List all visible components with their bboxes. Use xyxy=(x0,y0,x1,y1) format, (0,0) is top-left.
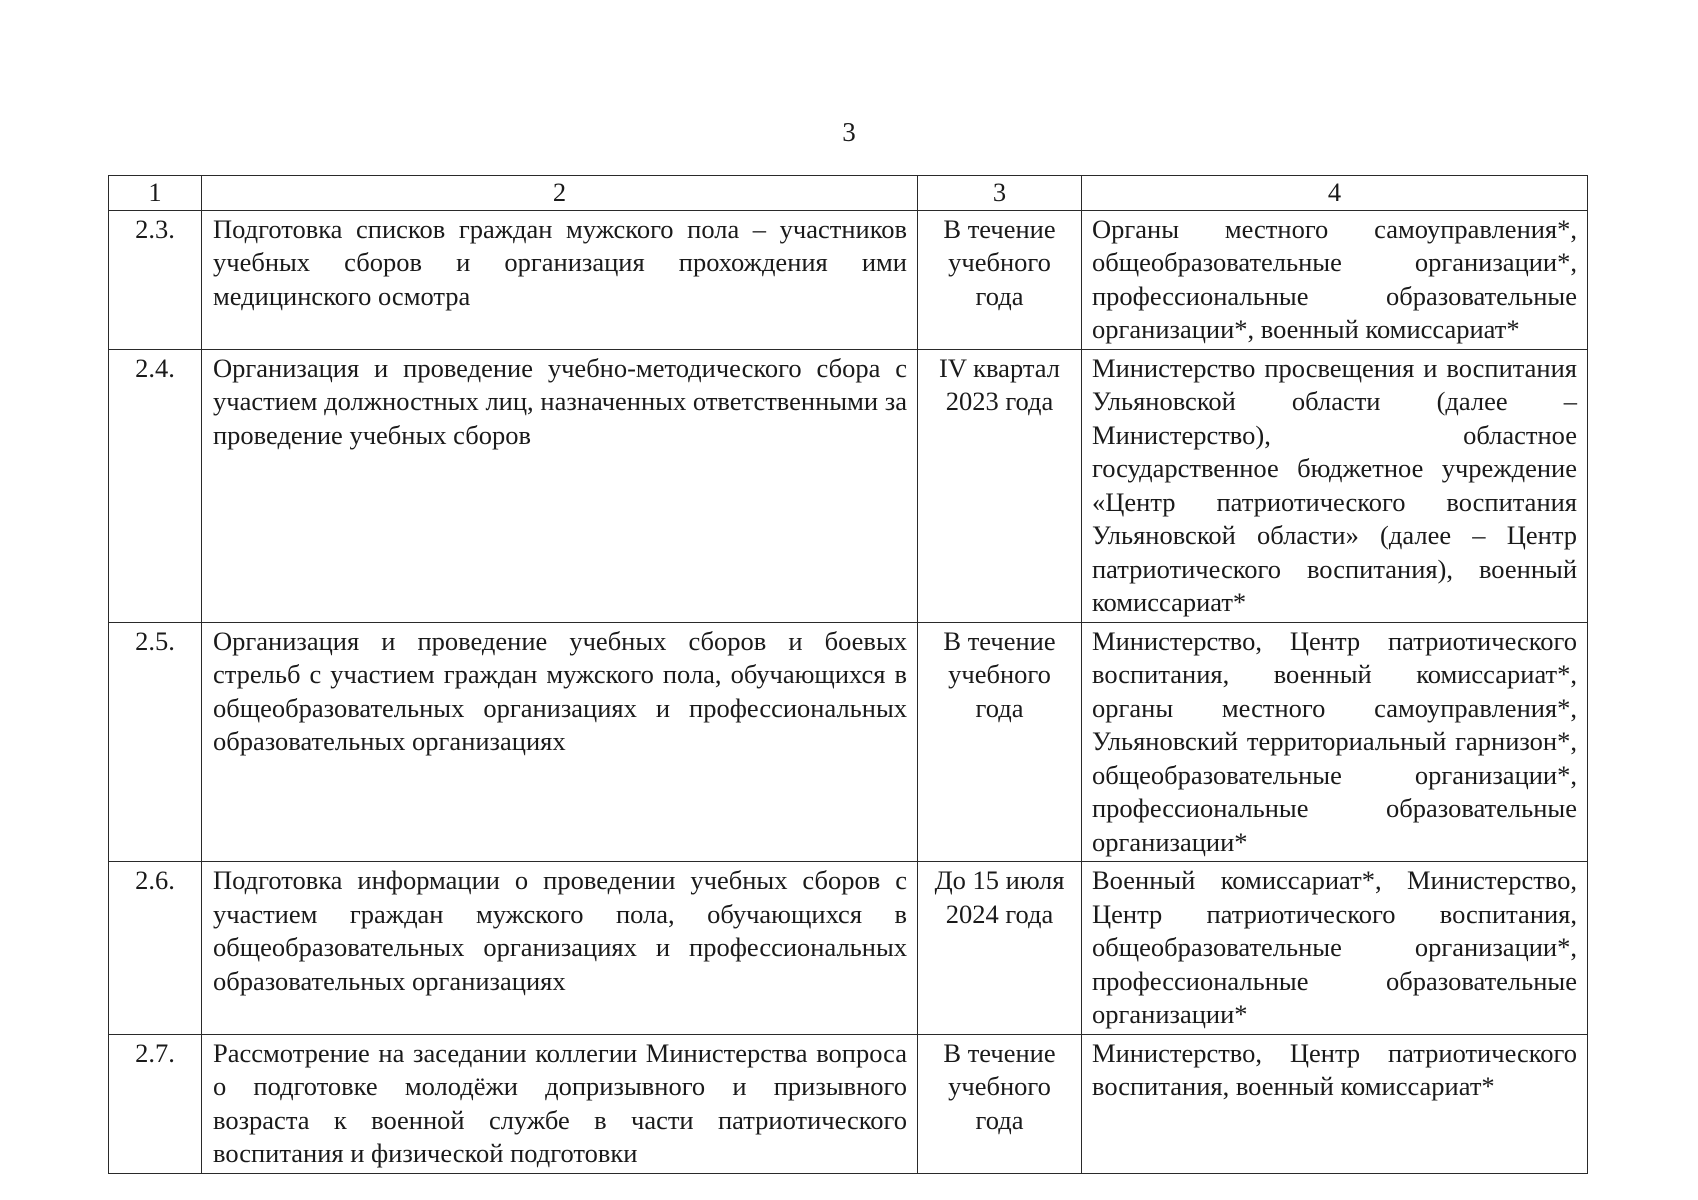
row-term: В течение учебного года xyxy=(918,210,1082,349)
table-row xyxy=(109,862,1588,1035)
table-row xyxy=(109,622,1588,862)
header-col-4: 4 xyxy=(1082,176,1588,211)
row-term: IV квартал 2023 года xyxy=(918,349,1082,622)
row-executors: Министерство, Центр патриотического воспитания, военный комиссариат*, органы местного самоуправления*, Ульяновский территориальный гарнизон*, общеобразовательные организации*, профессиональные образовательные организации* xyxy=(1082,622,1588,862)
row-description: Рассмотрение на заседании коллегии Министерства вопроса о подготовке молодёжи допризывного и призывного возраста к военной службе в части патриотического воспитания и физической подготовки xyxy=(202,1034,918,1173)
row-number: 2.5. xyxy=(109,622,202,862)
table-row xyxy=(109,210,1588,349)
table-row xyxy=(109,1034,1588,1173)
row-number: 2.7. xyxy=(109,1034,202,1173)
table-row xyxy=(109,349,1588,622)
row-description: Подготовка информации о проведении учебных сборов с участием граждан мужского пола, обучающихся в общеобразовательных организациях и профессиональных образовательных организациях xyxy=(202,862,918,1035)
row-term: В течение учебного года xyxy=(918,1034,1082,1173)
row-executors: Министерство просвещения и воспитания Ульяновской области (далее – Министерство), областное государственное бюджетное учреждение «Центр патриотического воспитания Ульяновской области» (далее – Центр патриотического воспитания), военный комиссариат* xyxy=(1082,349,1588,622)
plan-table xyxy=(108,175,1588,1174)
row-description: Организация и проведение учебных сборов и боевых стрельб с участием граждан мужского пола, обучающихся в общеобразовательных организациях и профессиональных образовательных организациях xyxy=(202,622,918,862)
row-description: Организация и проведение учебно-методического сбора с участием должностных лиц, назначенных ответственными за проведение учебных сборов xyxy=(202,349,918,622)
row-executors: Военный комиссариат*, Министерство, Центр патриотического воспитания, общеобразовательные организации*, профессиональные образовательные организации* xyxy=(1082,862,1588,1035)
row-term: В течение учебного года xyxy=(918,622,1082,862)
header-col-2: 2 xyxy=(202,176,918,211)
header-col-1: 1 xyxy=(109,176,202,211)
page-number: 3 xyxy=(842,117,856,147)
header-col-3: 3 xyxy=(918,176,1082,211)
row-number: 2.6. xyxy=(109,862,202,1035)
row-description: Подготовка списков граждан мужского пола – участников учебных сборов и организация прохождения ими медицинского осмотра xyxy=(202,210,918,349)
row-number: 2.4. xyxy=(109,349,202,622)
header-row xyxy=(109,176,1588,211)
table-header xyxy=(109,176,1588,211)
row-number: 2.3. xyxy=(109,210,202,349)
row-executors: Органы местного самоуправления*, общеобразовательные организации*, профессиональные образовательные организации*, военный комиссариат* xyxy=(1082,210,1588,349)
row-executors: Министерство, Центр патриотического воспитания, военный комиссариат* xyxy=(1082,1034,1588,1173)
row-term: До 15 июля 2024 года xyxy=(918,862,1082,1035)
